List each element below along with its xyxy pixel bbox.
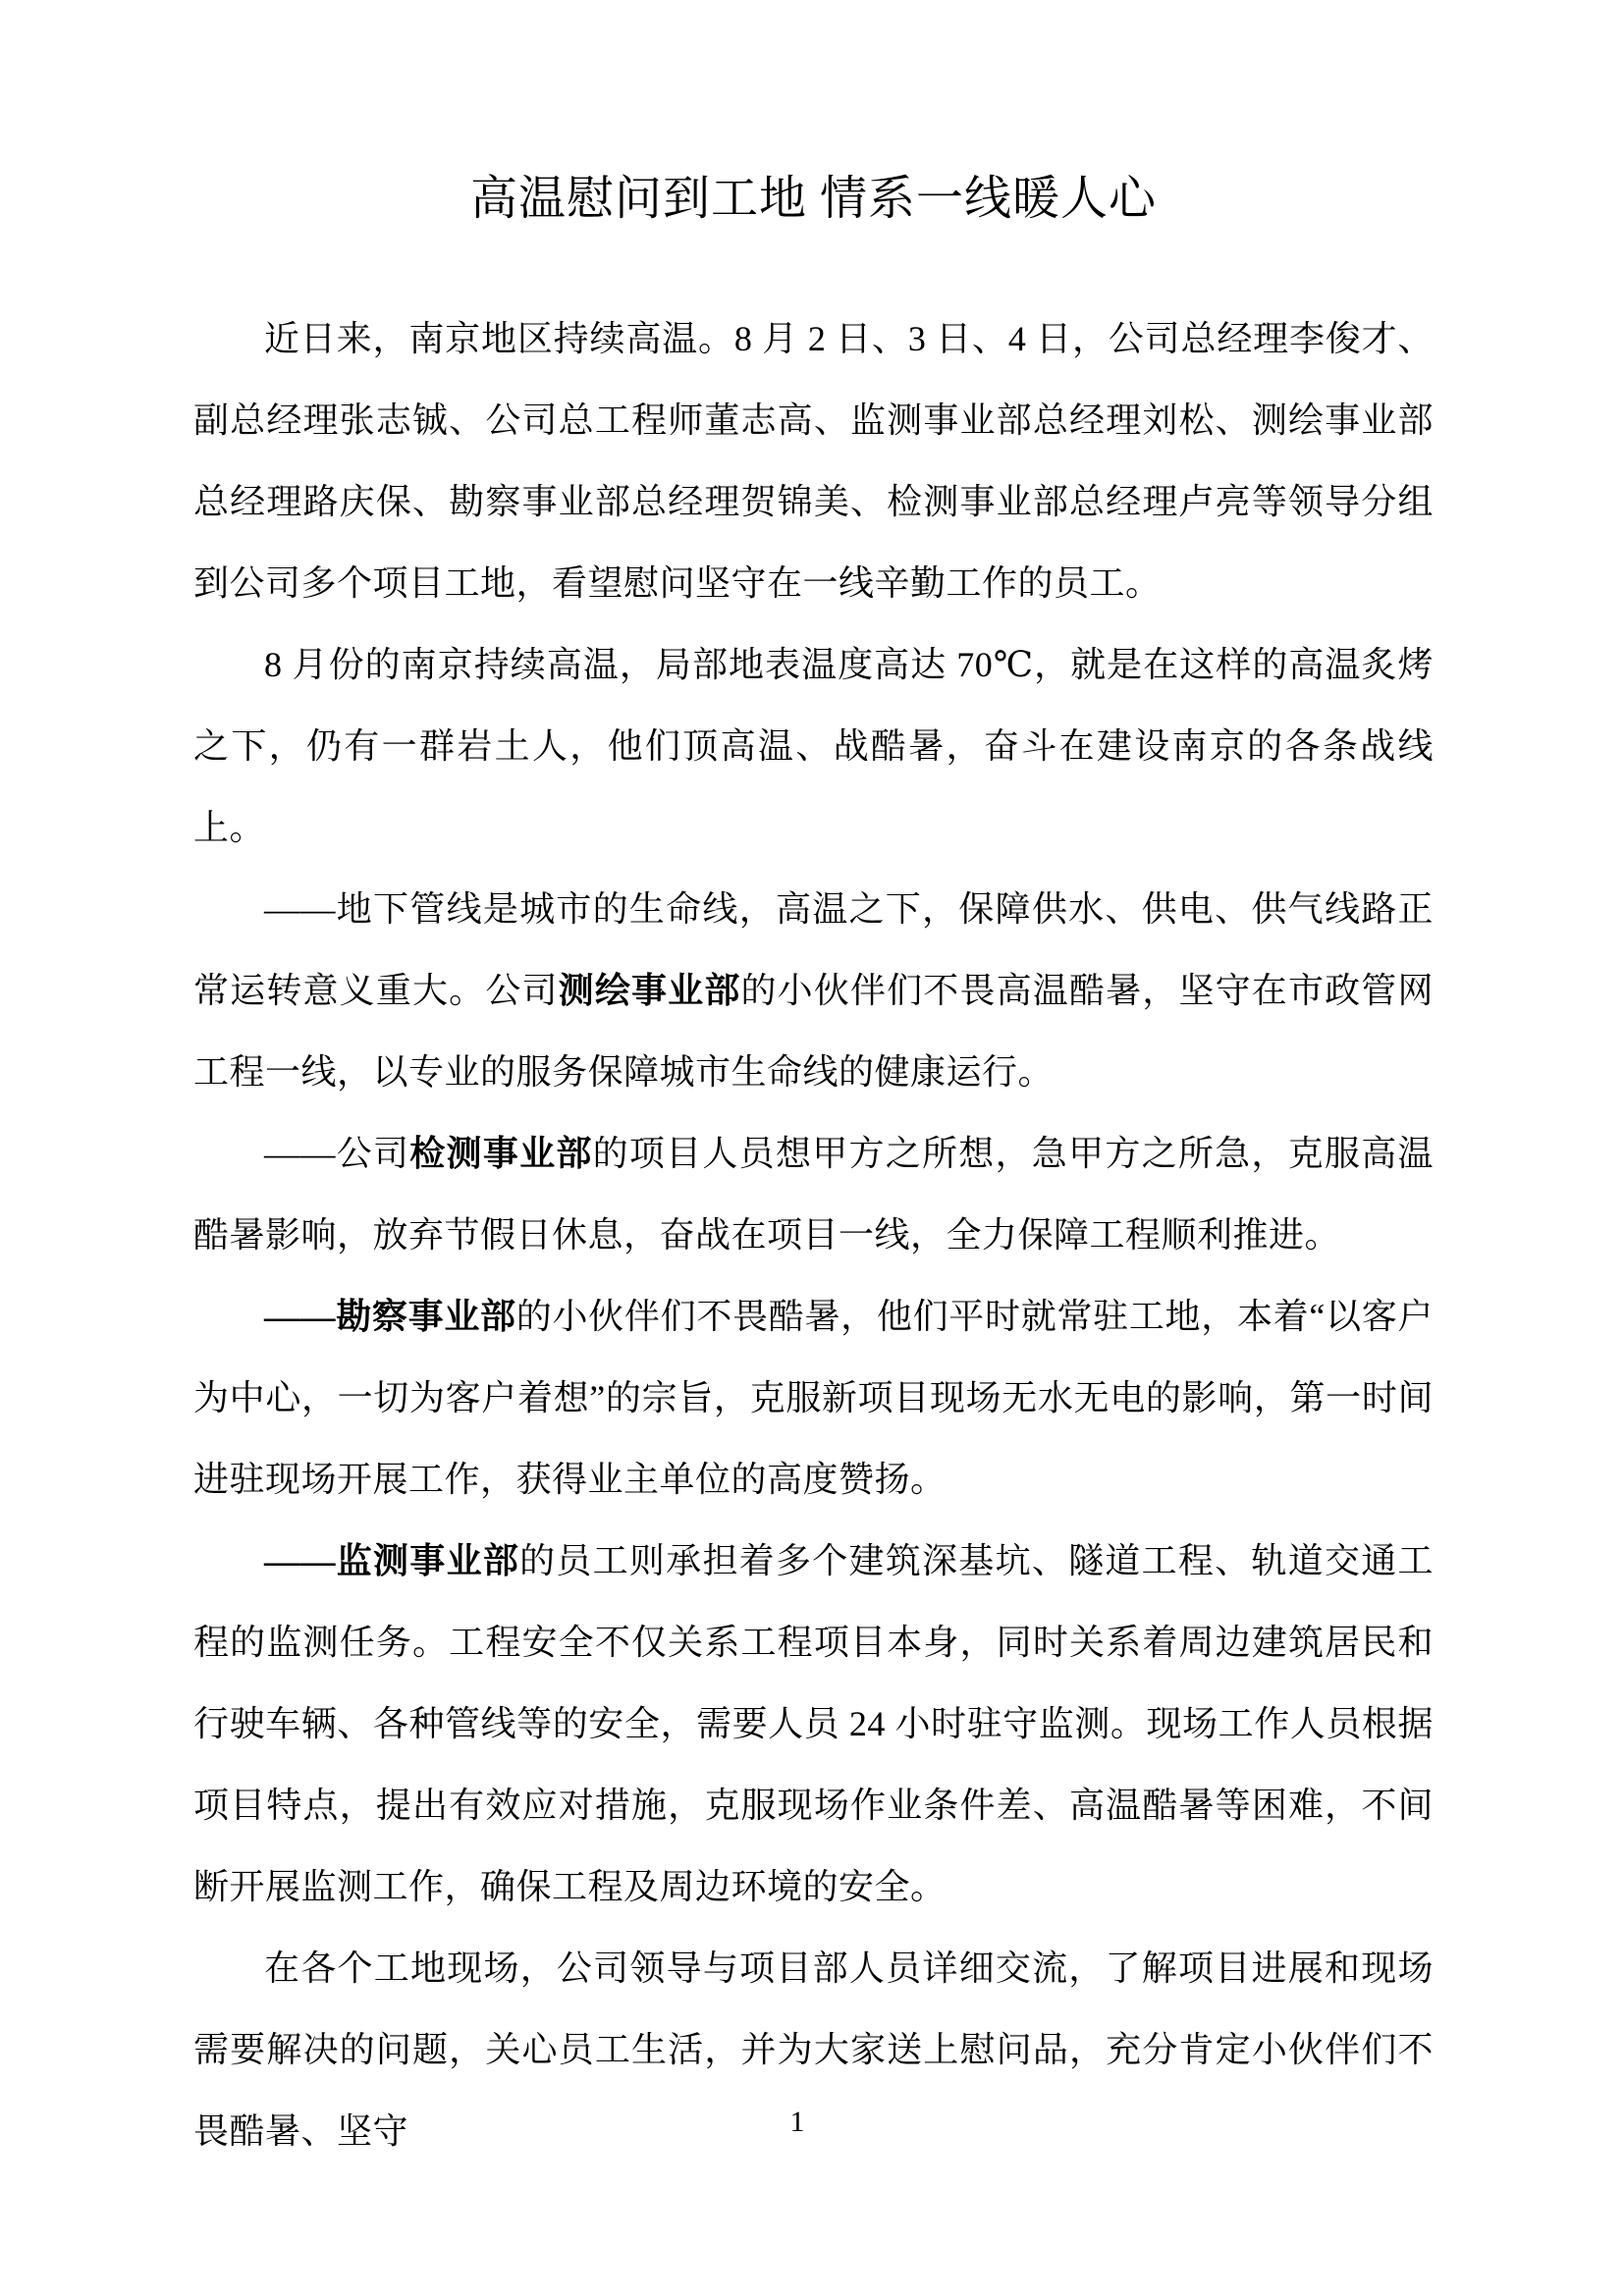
paragraph-segment-bold: ——监测事业部 [264, 1541, 520, 1580]
paragraph [193, 1113, 1434, 1276]
paragraph [193, 1521, 1434, 1928]
paragraph [193, 298, 1434, 624]
paragraph-segment: 在各个工地现场，公司领导与项目部人员详细交流，了解项目进展和现场需要解决的问题，关心员工生活，并为大家送上慰问品，充分肯定小伙伴们不畏酷暑、坚守 [193, 1949, 1434, 2151]
paragraph-segment: 近日来，南京地区持续高温。8 月 2 日、3 日、4 日，公司总经理李俊才、副总经理张志铖、公司总工程师董志高、监测事业部总经理刘松、测绘事业部总经理路庆保、勘察事业部总经理贺锦美、检测事业部总经理卢亮等领导分组到公司多个项目工地，看望慰问坚守在一线辛勤工作的员工。 [193, 319, 1434, 603]
paragraph-segment-bold: ——勘察事业部 [264, 1297, 516, 1336]
paragraph-segment: ——地下管线是城市的生命线，高温之下，保障供水、供电、供气线路正常运转意义重大。公司 [193, 889, 1434, 1010]
paragraph [193, 624, 1434, 869]
paragraph-segment: 的小伙伴们不畏高温酷暑，坚守在市政管网工程一线，以专业的服务保障城市生命线的健康运行。 [193, 971, 1434, 1092]
document-title: 高温慰问到工地 情系一线暖人心 [469, 173, 1157, 225]
paragraph [193, 869, 1434, 1113]
page-number: 1 [789, 2106, 805, 2138]
paragraph-segment-bold: 测绘事业部 [558, 971, 741, 1010]
document-body [193, 298, 1434, 2172]
paragraph-segment: 的项目人员想甲方之所想，急甲方之所急，克服高温酷暑影响，放弃节假日休息，奋战在项目一线，全力保障工程顺利推进。 [193, 1134, 1434, 1255]
paragraph-segment: 8 月份的南京持续高温，局部地表温度高达 70℃，就是在这样的高温炙烤之下，仍有一群岩土人，他们顶高温、战酷暑，奋斗在建设南京的各条战线上。 [193, 645, 1434, 847]
paragraph [193, 1276, 1434, 1521]
paragraph-segment: 的小伙伴们不畏酷暑，他们平时就常驻工地，本着“以客户为中心，一切为客户着想”的宗旨，克服新项目现场无水无电的影响，第一时间进驻现场开展工作，获得业主单位的高度赞扬。 [193, 1297, 1434, 1499]
paragraph-segment-bold: 检测事业部 [409, 1134, 593, 1173]
paragraph-segment: ——公司 [264, 1134, 410, 1173]
paragraph-segment: 的员工则承担着多个建筑深基坑、隧道工程、轨道交通工程的监测任务。工程安全不仅关系工程项目本身，同时关系着周边建筑居民和行驶车辆、各种管线等的安全，需要人员 24 小时驻守监测。现场工作人员根据项目特点，提出有效应对措施，克服现场作业条件差、高温酷暑等困难，不间断开展监测工作，确保工程及周边环境的安全。 [193, 1541, 1434, 1906]
